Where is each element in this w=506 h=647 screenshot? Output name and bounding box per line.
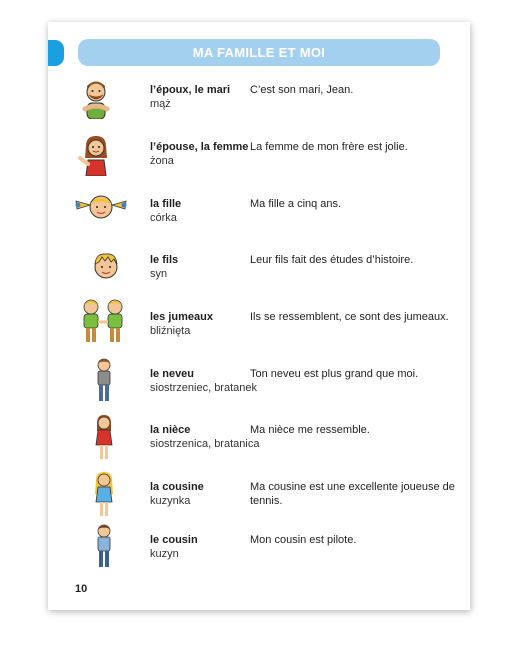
french-term: les jumeaux — [150, 311, 213, 323]
french-term: le cousin — [150, 534, 198, 546]
example-sentence: Leur fils fait des études d’histoire. — [250, 254, 414, 266]
polish-translation: kuzynka — [150, 495, 191, 507]
french-term: la nièce — [150, 424, 191, 436]
french-term: le neveu — [150, 368, 195, 380]
polish-translation: córka — [150, 212, 177, 224]
chapter-tab-marker — [48, 40, 64, 66]
niece-illustration-icon — [92, 415, 116, 461]
section-title: MA FAMILLE ET MOI — [78, 39, 440, 66]
french-term: le fils — [150, 254, 179, 266]
polish-translation: mąż — [150, 98, 171, 110]
polish-translation: bliźnięta — [150, 325, 191, 337]
example-sentence: Ils se ressemblent, ce sont des jumeaux. — [250, 311, 449, 323]
wife-illustration-icon — [76, 134, 116, 176]
polish-translation: siostrzeniec, bratanek — [150, 382, 257, 394]
male-cousin-illustration-icon — [92, 523, 116, 569]
twins-illustration-icon — [78, 296, 128, 346]
daughter-illustration-icon — [74, 193, 128, 221]
example-sentence: Ma fille a cinq ans. — [250, 198, 342, 210]
page-number: 10 — [75, 583, 88, 595]
female-cousin-illustration-icon — [91, 472, 117, 518]
example-sentence: Ton neveu est plus grand que moi. — [250, 368, 419, 380]
french-term: la fille — [150, 198, 182, 210]
example-sentence: Mon cousin est pilote. — [250, 534, 357, 546]
french-term: l’époux, le mari — [150, 84, 231, 96]
polish-translation: żona — [150, 155, 174, 167]
polish-translation: kuzyn — [150, 548, 179, 560]
french-term: la cousine — [150, 481, 204, 493]
example-sentence: Ma nièce me ressemble. — [250, 424, 370, 436]
textbook-page — [48, 22, 470, 610]
polish-translation: siostrzenica, bratanica — [150, 438, 260, 450]
french-term: l’épouse, la femme — [150, 141, 249, 153]
son-illustration-icon — [92, 251, 120, 281]
example-sentence: Ma cousine est une excellente joueuse de tennis. — [250, 481, 455, 507]
example-sentence: C’est son mari, Jean. — [250, 84, 354, 96]
example-sentence: La femme de mon frère est jolie. — [250, 141, 408, 153]
polish-translation: syn — [150, 268, 168, 280]
husband-illustration-icon — [76, 79, 116, 119]
nephew-illustration-icon — [92, 357, 116, 403]
